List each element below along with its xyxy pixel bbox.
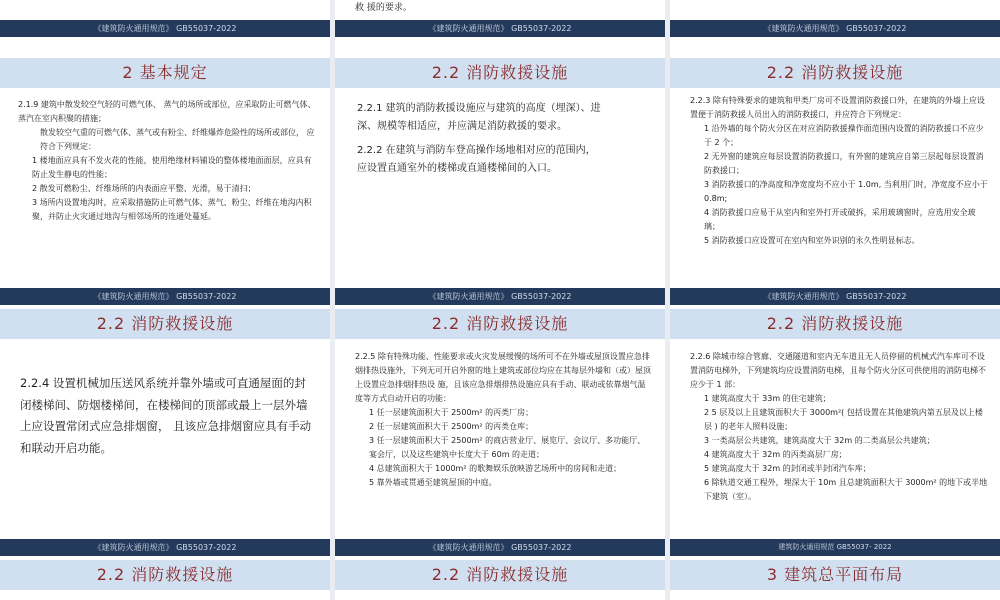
paragraph: 2 任一层建筑面积大于 2500m² 的丙类仓库；: [369, 422, 534, 431]
slide-body: [357, 100, 645, 178]
paragraph: 应设置直通室外的楼梯或直通楼梯间的入口。: [357, 163, 557, 174]
slide-footer: 《建筑防火通用规范》 GB55037-2022: [335, 539, 665, 556]
slide-2-2-5: [335, 288, 665, 539]
slide-title: 2.2 消防救援设施: [0, 309, 330, 339]
slide-title: 2.2 消防救援设施: [670, 309, 1000, 339]
paragraph: 3 消防救援口的净高度和净宽度均不应小于 1.0m, 当利用门时，净宽度不应小于 0.8m;: [704, 180, 988, 203]
slide-footer: 《建筑防火通用规范》 GB55037-2022: [0, 20, 330, 37]
slide-footer: 《建筑防火通用规范》 GB55037-2022: [670, 20, 1000, 37]
slide-2-2-4: [0, 288, 330, 539]
paragraph: 5 建筑高度大于 32m 的封闭或半封闭汽车库；: [704, 464, 871, 473]
paragraph: 深、规模等相适应，并应满足消防救援的要求。: [357, 121, 567, 132]
paragraph: 2.2.6 除城市综合管廊、交通隧道和室内无车道且无人员停留的机械式汽车库可不设置消防电梯外，下列建筑均应设置消防电梯，且每个防火分区可供使用的消防电梯不应少于 1 部：: [690, 352, 986, 389]
paragraph: 2.1.9 建筑中散发较空气轻的可燃气体、 蒸气的场所或部位，应采取防止可燃气体、蒸汽在室内积聚的措施；: [18, 100, 316, 123]
paragraph: 2.2.3 除有特殊要求的建筑和甲类厂房可不设置消防救援口外，在建筑的外墙上应设置便于消防救援人员出入的消防救援口，并应符合下列规定：: [690, 96, 985, 119]
slide-title: 3 建筑总平面布局: [670, 560, 1000, 590]
slide-body: [18, 98, 318, 224]
paragraph: 4 消防救援口应易于从室内和室外打开或破拆，采用玻璃窗时，应选用安全玻璃；: [704, 208, 976, 231]
slide-footer: 《建筑防火通用规范》 GB55037-2022: [670, 288, 1000, 305]
slide-title: 2.2 消防救援设施: [670, 58, 1000, 88]
slide-footer: 《建筑防火通用规范》 GB55037-2022: [0, 288, 330, 305]
slide-title: 2.2 消防救援设施: [335, 560, 665, 590]
paragraph: 1 建筑高度大于 33m 的住宅建筑；: [704, 394, 831, 403]
paragraph: 1 任一层建筑面积大于 2500m² 的丙类厂房；: [369, 408, 534, 417]
paragraph: 2.2.4 设置机械加压送风系统并靠外墙或可直通屋面的封闭楼梯间、防烟楼梯间，在楼梯间的顶部或最上一层外墙上应设置常闭式应急排烟窗， 且该应急排烟窗应具有手动和联动开启功能。: [20, 376, 312, 455]
paragraph: 4 建筑高度大于 32m 的丙类高层厂房；: [704, 450, 847, 459]
paragraph: 2.2.2 在建筑与消防车登高操作场地相对应的范围内，: [357, 145, 596, 156]
paragraph: 4 总建筑面积大于 1000m² 的歌舞娱乐放映游艺场所中的房间和走道；: [369, 464, 622, 473]
paragraph: 5 靠外墙或贯通至建筑屋顶的中庭。: [369, 478, 497, 487]
paragraph: 2 无外窗的建筑应每层设置消防救援口，有外窗的建筑应自第三层起每层设置消防救援口；: [704, 152, 984, 175]
paragraph: 6 除轨道交通工程外，埋深大于 10m 且总建筑面积大于 3000m² 的地下或半地下建筑（室）。: [704, 478, 988, 501]
slide-title: 2.2 消防救援设施: [0, 560, 330, 590]
slide-fragment-top-right: [670, 0, 1000, 37]
paragraph: 散发较空气重的可燃气体、蒸气或有粉尘、纤维爆炸危险性的场所或部位， 应符合下列规定：: [40, 128, 315, 151]
paragraph: 5 消防救援口应设置可在室内和室外识别的永久性明显标志。: [704, 236, 920, 245]
slide-fragment-top-middle: [335, 0, 665, 37]
paragraph: 2.2.1 建筑的消防救援设施应与建筑的高度（埋深）、进: [357, 103, 601, 114]
slide-footer: 建筑防火通用规范 GB55037- 2022: [670, 539, 1000, 556]
slide-footer: 《建筑防火通用规范》 GB55037-2022: [335, 288, 665, 305]
paragraph: 3 一类高层公共建筑，建筑高度大于 32m 的二类高层公共建筑；: [704, 436, 935, 445]
slide-bottom-right: [670, 539, 1000, 600]
slide-2-2-3: [670, 37, 1000, 288]
paragraph: 2 5 层及以上且建筑面积大于 3000m²( 包括设置在其他建筑内第五层及以上楼层 ) 的老年人照料设施；: [704, 408, 983, 431]
slide-title: 2.2 消防救援设施: [335, 58, 665, 88]
slide-fragment-top-left: [0, 0, 330, 37]
paragraph: 2.2.5 除有特殊功能、性能要求或火灾发展缓慢的场所可不在外墙或屋顶设置应急排烟排热设施外，下列无可开启外窗的地上建筑或部位均应在其每层外墙和（或）屋顶上设置应急排烟排热设 施，且该应急排烟排热设施应具有手动、联动或依靠烟气温度等方式自动开启的功能：: [355, 352, 651, 403]
slide-2-2-6: [670, 288, 1000, 539]
paragraph: 3 场所内设置地沟时，应采取措施防止可燃气体、蒸气、粉尘、纤维在地沟内积聚，并防止火灾通过地沟与相邻场所的连通处蔓延。: [32, 198, 312, 221]
slide-body: [20, 373, 312, 459]
slide-2-2-1: [335, 37, 665, 288]
slide-title: 2 基本规定: [0, 58, 330, 88]
slide-body: [355, 350, 653, 490]
paragraph: 1 楼地面应具有不发火花的性能，使用绝缘材料铺设的整体楼地面面层，应具有防止发生静电的性能；: [32, 156, 312, 179]
paragraph: 2 散发可燃粉尘、纤维场所的内表面应平整、光滑，易于清扫；: [32, 184, 256, 193]
paragraph: 3 任一层建筑面积大于 2500m² 的商店营业厅、展览厅、会议厅、多功能厅、宴会厅，以及这些建筑中长度大于 60m 的走道；: [369, 436, 646, 459]
slide-footer: 《建筑防火通用规范》 GB55037-2022: [0, 539, 330, 556]
slide-footer: 《建筑防火通用规范》 GB55037-2022: [335, 20, 665, 37]
slide-title: 2.2 消防救援设施: [335, 309, 665, 339]
slide-body: [690, 94, 990, 248]
slide-body: [690, 350, 990, 504]
text-fragment: 救 援的要求。: [355, 3, 412, 13]
paragraph: 1 沿外墙的每个防火分区在对应消防救援操作面范围内设置的消防救援口不应少于 2 个；: [704, 124, 984, 147]
slide-2-1-9: [0, 37, 330, 288]
slide-bottom-middle: [335, 539, 665, 600]
slide-bottom-left: [0, 539, 330, 600]
